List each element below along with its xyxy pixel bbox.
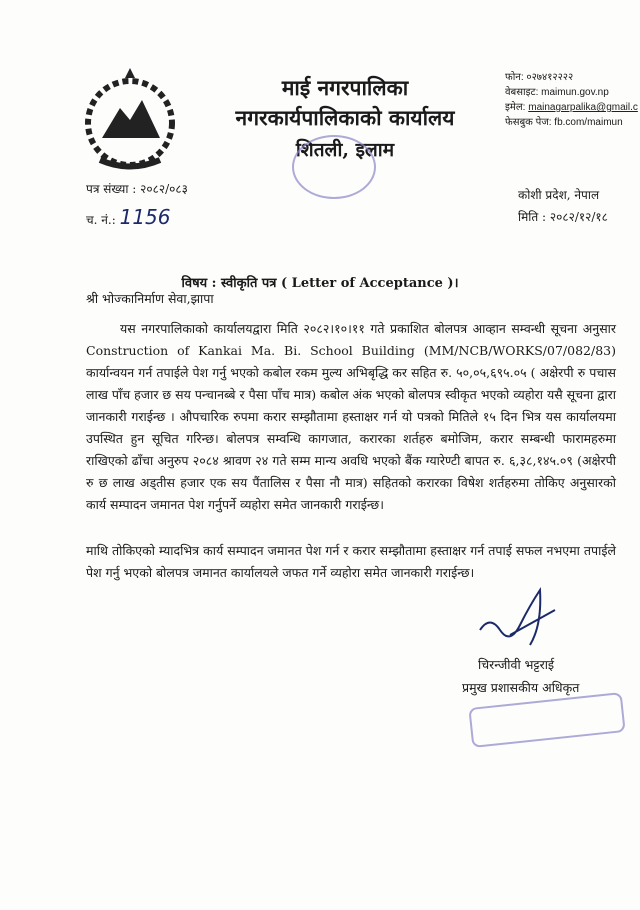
website: वेबसाइट: maimun.gov.np bbox=[505, 87, 609, 98]
nepal-emblem-logo bbox=[80, 68, 180, 173]
contact-info bbox=[505, 70, 638, 130]
signatory-designation: प्रमुख प्रशासकीय अधिकृत bbox=[462, 680, 580, 695]
facebook: फेसबुक पेज: fb.com/maimun bbox=[505, 117, 623, 128]
body-paragraph-1: यस नगरपालिकाको कार्यालयद्वारा मिति २०८२।१०।११ गते प्रकाशित बोलपत्र आव्हान सम्वन्धी सूचना अनुसार Construction of Kankai Ma. Bi. School Building (MM/NCB/WORKS/07/082/83) कार्यान्वयन गर्न तपाईले पेश गर्नु भएको कबोल रकम मुल्य अभिबृद्धि कर सहित रु. ५०,०५,६९५.०५ ( अक्षेरपी रु पचास लाख पाँच हजार छ सय पन्चानब्बे र पैसा पाँच मात्र) कबोल अंक भएको बोलपत्र स्वीकृत भएको व्यहोरा यसै सूचना द्वारा जानकारी गराईन्छ । औपचारिक रुपमा करार सम्झौतामा हस्ताक्षर गर्न यो पत्रको मितिले १५ दिन भित्र यस कार्यालयमा उपस्थित हुन सूचित गरिन्छ। बोलपत्र सम्वन्धि कागजात, करारका शर्तहरु बमोजिम, करार सम्बन्धी फारामहरुमा राखिएको ढाँचा अनुरुप २०८४ श्रावण २४ गते सम्म मान्य अवधि भएको बैंक ग्यारेण्टी बापत रु. ६,३८,१४५.०९ (अक्षेरपी रु छ लाख अड्तीस हजार एक सय पैंतालिस र पैसा नौ मात्र) सहितको करारका विषेश शर्तहरुमा तोकिए अनुसारको कार्य सम्पादन जमानत पेश गर्नुपर्ने व्यहोरा समेत जानकारी गराईन्छ। bbox=[86, 321, 616, 512]
office-name: माई नगरपालिका bbox=[281, 75, 409, 100]
province: कोशी प्रदेश, नेपाल bbox=[518, 188, 600, 202]
phone: फोन: ०२७४१२२२२ bbox=[505, 72, 574, 83]
email-link[interactable]: mainagarpalika@gmail.c bbox=[528, 102, 638, 113]
subject: विषय : स्वीकृति पत्र ( Letter of Acceptance )। bbox=[181, 276, 459, 291]
signature bbox=[470, 585, 560, 655]
recipient: श्री भोज्कानिर्माण सेवा,झापा bbox=[86, 291, 214, 306]
office-location: शितली, इलाम bbox=[295, 139, 395, 161]
email-label: इमेल: bbox=[505, 102, 529, 113]
dispatch-number-row bbox=[86, 205, 171, 229]
body-paragraph-2: माथि तोकिएको म्यादभित्र कार्य सम्पादन जमानत पेश गर्न र करार सम्झौतामा हस्ताक्षर गर्न तपाई सफल नभएमा तपाईले पेश गर्नु भएको बोलपत्र जमानत कार्यालयले जफत गर्ने व्यहोरा समेत जानकारी गराईन्छ। bbox=[86, 543, 616, 580]
letter-number: पत्र संख्या : २०८२/०८३ bbox=[86, 182, 188, 196]
office-stamp bbox=[292, 135, 376, 199]
dispatch-number: 1156 bbox=[119, 205, 171, 229]
dispatch-label: च. नं.: bbox=[86, 213, 116, 227]
signatory-name: चिरन्जीवी भट्टराई bbox=[478, 657, 555, 672]
letter-date: मिति : २०८२/१२/१८ bbox=[518, 210, 608, 224]
office-title: नगरकार्यपालिकाको कार्यालय bbox=[235, 105, 455, 130]
designation-stamp bbox=[468, 692, 625, 748]
